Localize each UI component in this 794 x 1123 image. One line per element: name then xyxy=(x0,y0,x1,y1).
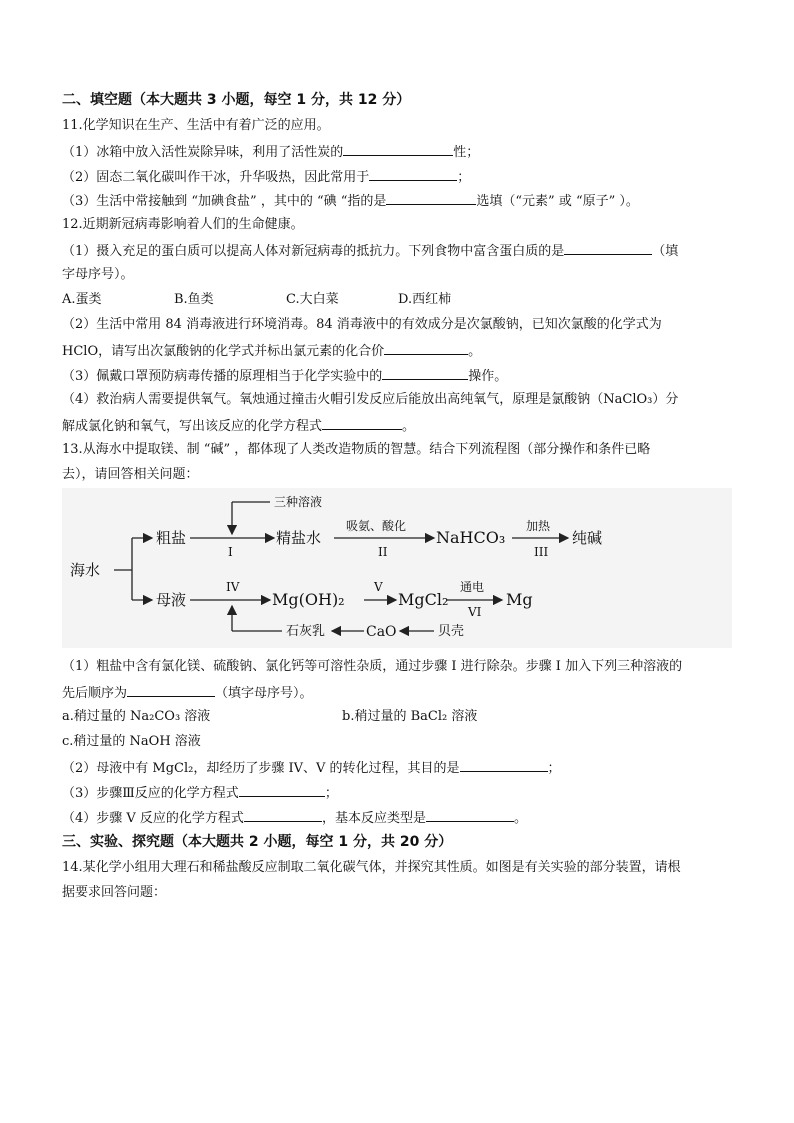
q11-part3: （3）生活中常接触到 “加碘食盐” ，其中的 “碘 “指的是 选填（“元素” 或 “原子” ）。 xyxy=(62,191,639,211)
q13-part1: （1）粗盐中含有氯化镁、硫酸钠、氯化钙等可溶性杂质，通过步骤 I 进行除杂。步骤 I 加入下列三种溶液的 xyxy=(62,659,683,674)
label-step-4: IV xyxy=(226,580,240,594)
node-seawater: 海水 xyxy=(70,561,101,579)
option-b: b.稍过量的 BaCl₂ 溶液 xyxy=(342,709,478,724)
answer-blank[interactable] xyxy=(384,341,468,355)
q13-part1-cont: 先后顺序为 （填字母序号）。 xyxy=(62,683,313,703)
node-brine: 精盐水 xyxy=(276,529,322,547)
option-a: a.稍过量的 Na₂CO₃ 溶液 xyxy=(62,709,211,724)
node-mother-liquor: 母液 xyxy=(156,591,187,609)
q12-part1-cont: 字母序号）。 xyxy=(62,267,134,282)
q12-part2-cont: HClO，请写出次氯酸钠的化学式并标出氯元素的化合价 。 xyxy=(62,341,481,361)
option-a: A.蛋类 xyxy=(62,292,102,307)
node-mgcl2: MgCl₂ xyxy=(398,590,449,609)
answer-blank[interactable] xyxy=(564,241,652,255)
q13-options-ab xyxy=(62,708,477,726)
node-crude-salt: 粗盐 xyxy=(156,529,187,547)
q11-stem: 11.化学知识在生产、生活中有着广泛的应用。 xyxy=(62,118,330,133)
q13-stem-1: 13.从海水中提取镁、制 “碱” ，都体现了人类改造物质的智慧。结合下列流程图（部分操作和条件已略 xyxy=(62,442,651,457)
label-step-3: III xyxy=(534,545,549,559)
q11-part1: （1）冰箱中放入活性炭除异味，利用了活性炭的 性； xyxy=(62,142,479,162)
answer-blank[interactable] xyxy=(426,808,514,822)
section-experiment-title: 三、实验、探究题（本大题共 2 小题，每空 1 分，共 20 分） xyxy=(62,834,453,850)
option-d: D.西红柿 xyxy=(398,292,452,307)
q11-part2: （2）固态二氧化碳叫作干冰，升华吸热，因此常用于 ； xyxy=(62,167,470,187)
q13-part2: （2）母液中有 MgCl₂，却经历了步骤 IV、V 的转化过程，其目的是 ； xyxy=(62,758,561,778)
q14-line-1: 14.某化学小组用大理石和稀盐酸反应制取二氧化碳气体，并探究其性质。如图是有关实验的部分装置，请根 xyxy=(62,860,681,875)
section-fill-title: 二、填空题（本大题共 3 小题，每空 1 分，共 12 分） xyxy=(62,92,411,108)
q12-options xyxy=(62,291,451,309)
node-nahco3: NaHCO₃ xyxy=(436,528,506,547)
node-soda: 纯碱 xyxy=(572,529,603,547)
node-lime-milk: 石灰乳 xyxy=(286,624,326,639)
q12-part4-cont: 解成氯化钠和氧气，写出该反应的化学方程式 。 xyxy=(62,416,415,436)
answer-blank[interactable] xyxy=(322,416,402,430)
option-b: B.鱼类 xyxy=(174,292,214,307)
node-shell: 贝壳 xyxy=(438,624,465,639)
q12-part4: （4）救治病人需要提供氧气。氧烛通过撞击火帽引发反应后能放出高纯氧气，原理是氯酸钠（NaClO₃）分 xyxy=(62,392,679,407)
node-mg: Mg xyxy=(506,590,533,609)
q12-part3: （3）佩戴口罩预防病毒传播的原理相当于化学实验中的 操作。 xyxy=(62,366,507,386)
label-absorb: 吸氨、酸化 xyxy=(346,519,407,533)
seawater-flow-diagram xyxy=(62,488,732,648)
answer-blank[interactable] xyxy=(127,683,215,697)
label-heat: 加热 xyxy=(526,519,551,533)
q12-stem: 12.近期新冠病毒影响着人们的生命健康。 xyxy=(62,217,304,232)
answer-blank[interactable] xyxy=(343,142,453,156)
q13-part4: （4）步骤 V 反应的化学方程式 ，基本反应类型是 。 xyxy=(62,808,527,828)
label-step-1: I xyxy=(228,545,233,559)
answer-blank[interactable] xyxy=(239,783,325,797)
flow-svg xyxy=(62,488,732,648)
label-step-6: VI xyxy=(468,605,482,619)
answer-blank[interactable] xyxy=(244,808,322,822)
node-mgoh2: Mg(OH)₂ xyxy=(272,590,345,609)
q13-option-c: c.稍过量的 NaOH 溶液 xyxy=(62,734,201,749)
label-electric: 通电 xyxy=(460,580,485,594)
answer-blank[interactable] xyxy=(460,758,548,772)
q13-stem-2: 去），请回答相关问题： xyxy=(62,467,199,482)
answer-blank[interactable] xyxy=(386,191,476,205)
label-three-solutions: 三种溶液 xyxy=(274,495,323,509)
q14-line-2: 据要求回答问题： xyxy=(62,885,167,900)
label-step-2: II xyxy=(378,545,388,559)
q12-part1: （1）摄入充足的蛋白质可以提高人体对新冠病毒的抵抗力。下列食物中富含蛋白质的是 （填 xyxy=(62,241,678,261)
answer-blank[interactable] xyxy=(382,366,468,380)
q12-part2: （2）生活中常用 84 消毒液进行环境消毒。84 消毒液中的有效成分是次氯酸钠，已知次氯酸的化学式为 xyxy=(62,317,662,332)
label-step-5: V xyxy=(374,580,383,594)
answer-blank[interactable] xyxy=(369,167,457,181)
node-cao: CaO xyxy=(366,624,397,640)
option-c: C.大白菜 xyxy=(286,292,339,307)
q13-part3: （3）步骤Ⅲ反应的化学方程式 ； xyxy=(62,783,338,803)
